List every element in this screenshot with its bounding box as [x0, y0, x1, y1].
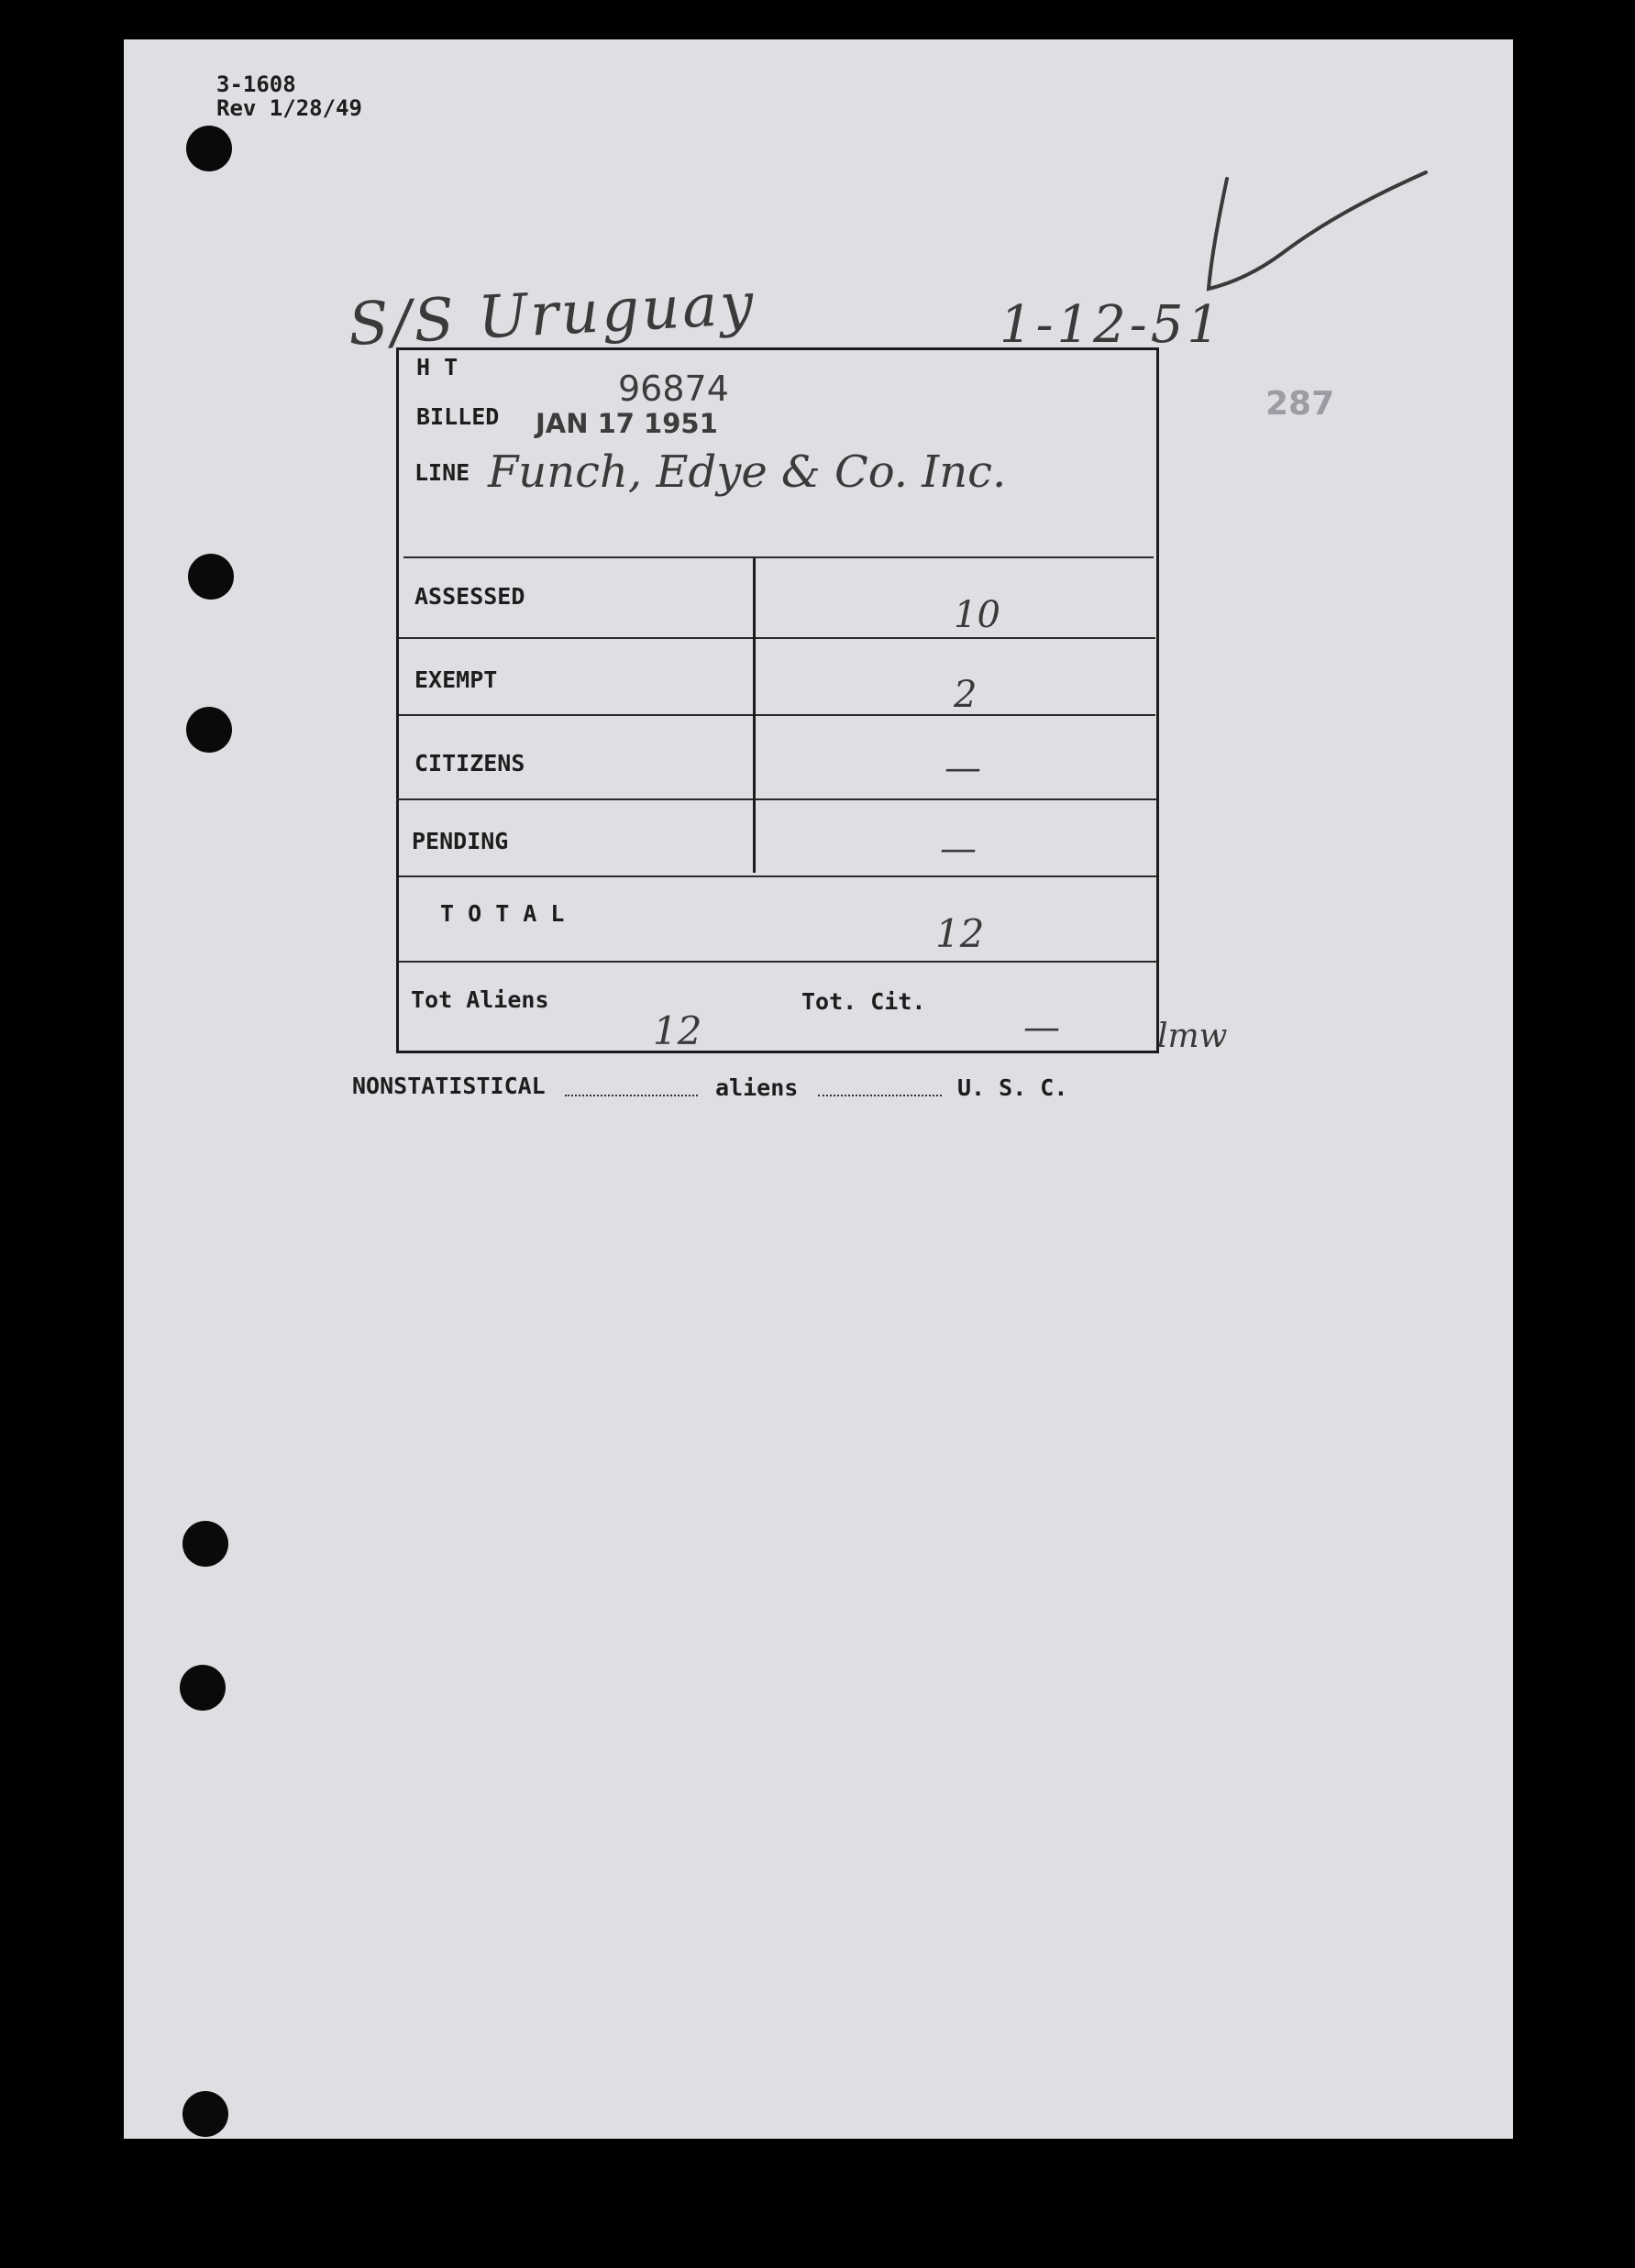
- steamship-line-name: Funch, Edye & Co. Inc.: [488, 446, 1007, 498]
- billed-date-stamp: JAN 17 1951: [536, 408, 718, 439]
- billed-label: BILLED: [416, 403, 500, 430]
- usc-blank: [818, 1095, 942, 1096]
- row-label-exempt: EXEMPT: [414, 666, 498, 693]
- tot-cit-value: —: [1023, 1007, 1060, 1049]
- punch-hole: [182, 2091, 228, 2137]
- row-value-pending: —: [940, 828, 977, 870]
- punch-hole: [182, 1521, 228, 1567]
- divider: [399, 875, 1157, 877]
- form-number: 3-1608: [216, 72, 296, 97]
- punch-hole: [186, 707, 232, 753]
- aliens-label: aliens: [715, 1074, 799, 1101]
- divider: [399, 714, 1155, 716]
- total-value: 12: [935, 911, 985, 956]
- tot-aliens-label: Tot Aliens: [411, 986, 549, 1013]
- row-label-assessed: ASSESSED: [414, 583, 525, 610]
- tot-aliens-value: 12: [653, 1008, 702, 1053]
- punch-hole: [180, 1665, 226, 1711]
- total-label: T O T A L: [440, 900, 565, 927]
- divider: [403, 556, 1154, 558]
- row-value-citizens: —: [945, 747, 981, 789]
- clerk-initials: lmw: [1157, 1018, 1228, 1055]
- vessel-name: S/S Uruguay: [347, 270, 758, 359]
- row-label-pending: PENDING: [412, 828, 509, 854]
- ht-label: H T: [416, 354, 458, 380]
- manifest-date: 1-12-51: [1000, 295, 1223, 355]
- row-value-assessed: 10: [954, 594, 1000, 636]
- column-divider: [753, 558, 756, 873]
- punch-hole: [186, 126, 232, 171]
- punch-hole: [188, 554, 234, 600]
- nonstatistical-label: NONSTATISTICAL: [352, 1073, 546, 1099]
- divider: [396, 798, 1157, 800]
- page-number: 287: [1265, 385, 1335, 423]
- divider: [399, 637, 1155, 639]
- usc-label: U. S. C.: [957, 1074, 1068, 1101]
- ht-number: 96874: [618, 369, 729, 409]
- check-mark-icon: [1192, 165, 1449, 312]
- tot-cit-label: Tot. Cit.: [801, 988, 926, 1015]
- divider: [399, 961, 1157, 963]
- row-label-citizens: CITIZENS: [414, 750, 525, 776]
- nonstatistical-blank: [565, 1095, 698, 1096]
- form-revision: Rev 1/28/49: [216, 95, 362, 121]
- row-value-exempt: 2: [954, 674, 978, 716]
- line-label: LINE: [414, 459, 470, 486]
